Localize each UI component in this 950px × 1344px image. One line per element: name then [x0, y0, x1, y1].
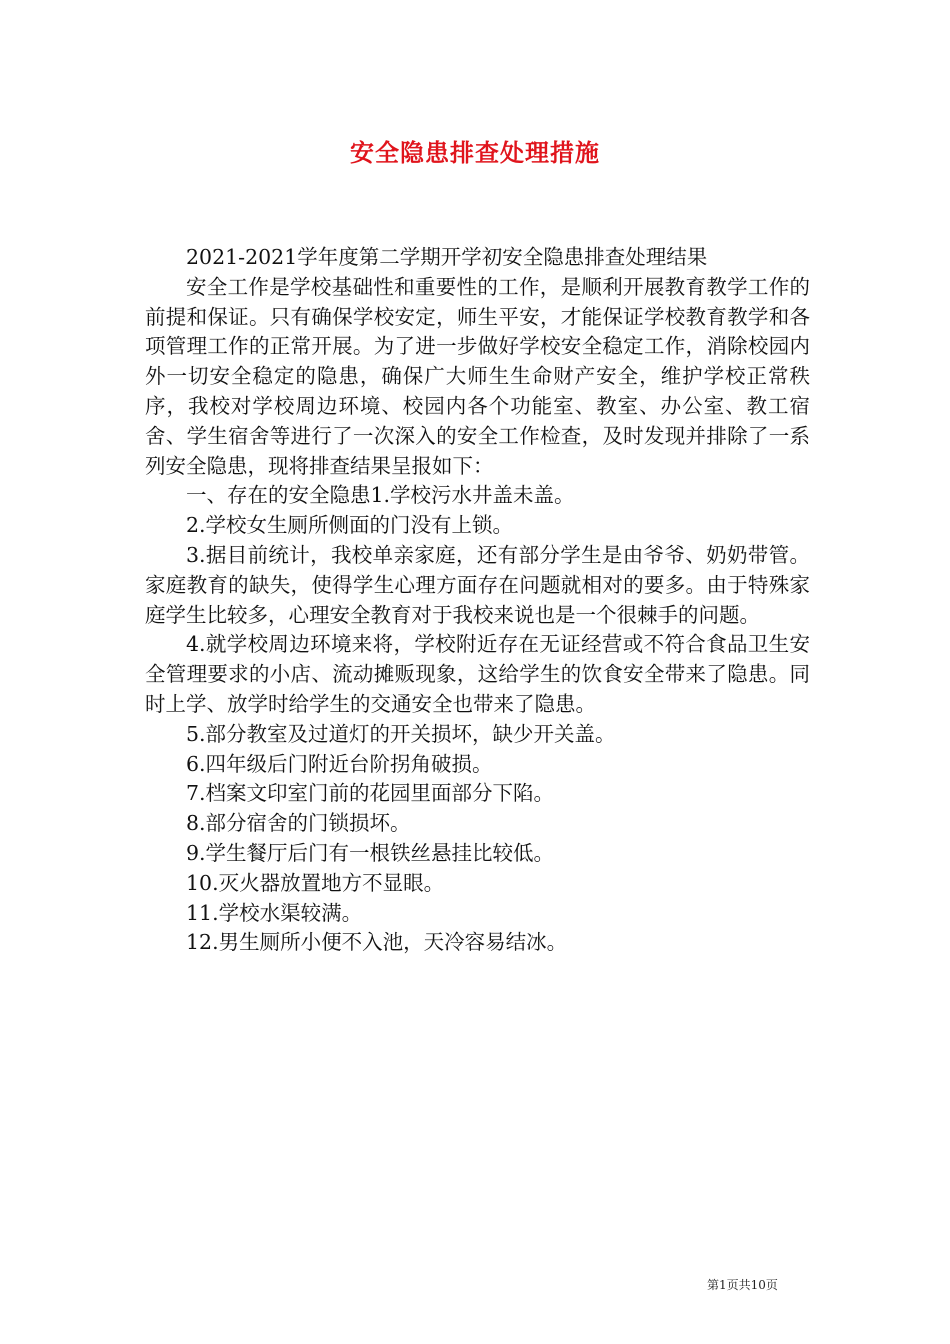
- list-item: 一、存在的安全隐患1.学校污水井盖未盖。: [186, 483, 575, 508]
- list-item: 4.就学校周边环境来将，学校附近存在无证经营或不符合食品卫生安全管理要求的小店、流动摊贩现象，这给学生的饮食安全带来了隐患。同时上学、放学时给学生的交通安全也带来了隐患。: [145, 632, 810, 716]
- list-item: 11.学校水渠较满。: [186, 900, 363, 925]
- page-number: 第1页共10页: [707, 1278, 778, 1292]
- list-item: 2.学校女生厕所侧面的门没有上锁。: [186, 513, 514, 538]
- document-body: [145, 243, 810, 958]
- list-item: 12.男生厕所小便不入池，天冷容易结冰。: [186, 930, 568, 955]
- list-item: 6.四年级后门附近台阶拐角破损。: [186, 751, 493, 776]
- list-item: 9.学生餐厅后门有一根铁丝悬挂比较低。: [186, 840, 555, 865]
- intro-paragraph: 安全工作是学校基础性和重要性的工作，是顺利开展教育教学工作的前提和保证。只有确保学校安定，师生平安，才能保证学校教育教学和各项管理工作的正常开展。为了进一步做好学校安全稳定工作，消除校园内外一切安全稳定的隐患，确保广大师生生命财产安全，维护学校正常秩序，我校对学校周边环境、校园内各个功能室、教室、办公室、教工宿舍、学生宿舍等进行了一次深入的安全工作检查，及时发现并排除了一系列安全隐患，现将排查结果呈报如下：: [145, 274, 810, 478]
- list-item: 3.据目前统计，我校单亲家庭，还有部分学生是由爷爷、奶奶带管。家庭教育的缺失，使得学生心理方面存在问题就相对的要多。由于特殊家庭学生比较多，心理安全教育对于我校来说也是一个很棘手的问题。: [145, 542, 810, 627]
- list-item: 7.档案文印室门前的花园里面部分下陷。: [186, 781, 555, 806]
- list-item: 10.灭火器放置地方不显眼。: [186, 870, 445, 895]
- document-subtitle: 2021-2021学年度第二学期开学初安全隐患排查处理结果: [186, 245, 708, 269]
- list-item: 8.部分宿舍的门锁损坏。: [186, 811, 411, 836]
- document-title: 安全隐患排查处理措施: [350, 139, 600, 167]
- list-item: 5.部分教室及过道灯的开关损坏，缺少开关盖。: [186, 721, 616, 746]
